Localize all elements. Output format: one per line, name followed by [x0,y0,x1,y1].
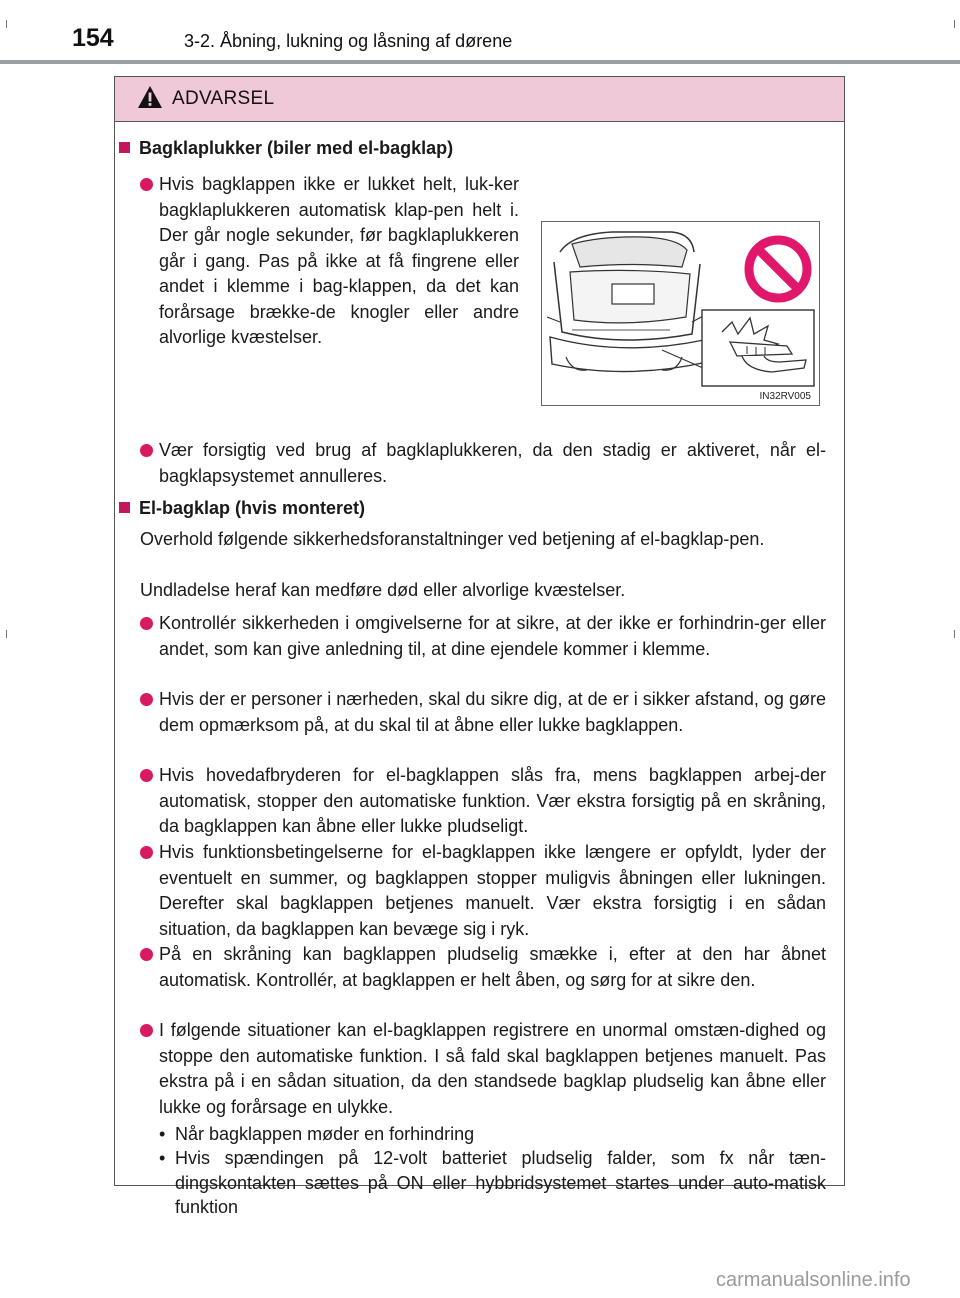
bullet-text: Hvis bagklappen ikke er lukket helt, luk-ker bagklaplukkeren automatisk klap-pen helt i. Der går nogle sekunder, før bagklaplukkeren går i gang. Pas på ikke at få fingrene eller andet i klemme i bag-klappen, da det kan forårsage brække-de knogler eller andre alvorlige kvæstelser. [159,174,519,347]
sub-bullet-marker: • [159,1148,166,1168]
chapter-title: 3-2. Åbning, lukning og låsning af dørene [184,31,513,51]
section-title: Bagklaplukker (biler med el-bagklap) [139,138,454,158]
crop-mark [954,20,955,28]
sub-item-text: Hvis spændingen på 12-volt batteriet pludselig falder, som fx når tæn-dingskontakten sættes på ON eller hybbridsystemet startes under auto-matisk funktion [175,1148,826,1217]
figure-label: IN32RV005 [759,391,811,402]
crop-mark [6,20,7,28]
bullet-text: I følgende situationer kan el-bagklappen registrere en unormal omstæn-dighed og stoppe den automatiske funktion. I så fald skal bagklappen betjenes manuelt. Pas ekstra på i en sådan situation, da den standsede bagklap pludselig kan åbne eller lukke og forårsage en ulykke. [159,1020,826,1117]
bullet-dot-icon [140,617,153,630]
square-bullet-icon [119,502,130,513]
bullet-dot-icon [140,178,153,191]
bullet-item [159,611,826,662]
section-heading [119,138,453,159]
bullet-text: Hvis funktionsbetingelserne for el-bagklappen ikke længere er opfyldt, lyder der eventuelt en summer, og bagklappen stopper muligvis åbningen eller lukningen. Derefter skal bagklappen betjenes manuelt. Vær ekstra forsigtig i en sådan situation, da bagklappen kan bevæge sig i ryk. [159,842,826,939]
bullet-item [159,942,826,993]
intro-paragraph: Overhold følgende sikkerhedsforanstaltninger ved betjening af el-bagklap-pen. [140,529,765,549]
sub-item-text: Når bagklappen møder en forhindring [175,1124,475,1144]
section-heading [119,498,365,519]
bullet-dot-icon [140,693,153,706]
warning-header [115,77,844,122]
bullet-text: Vær forsigtig ved brug af bagklaplukkeren, da den stadig er aktiveret, når el-bagklapsystemet annulleres. [159,440,826,486]
sub-item [159,1146,826,1220]
bullet-dot-icon [140,1024,153,1037]
warning-title: ADVARSEL [172,88,275,109]
car-tailgate-image [542,222,819,405]
bullet-dot-icon [140,948,153,961]
sub-item [159,1122,826,1147]
crop-mark [6,630,7,638]
bullet-text: Hvis der er personer i nærheden, skal du sikre dig, at de er i sikker afstand, og gøre dem opmærksom på, at du skal til at åbne eller lukke bagklappen. [159,689,826,735]
bullet-item [159,840,826,942]
section-title: El-bagklap (hvis monteret) [139,498,366,518]
bullet-item [159,172,519,351]
bullet-item [159,438,826,489]
page-header [0,0,960,62]
sub-bullet-marker: • [159,1124,166,1144]
bullet-dot-icon [140,769,153,782]
watermark: carmanualsonline.info [716,1269,911,1291]
warning-triangle-icon [137,85,163,109]
tailgate-illustration [541,221,820,406]
header-rule [0,60,960,64]
warning-box [114,76,845,1217]
bullet-dot-icon [140,444,153,457]
square-bullet-icon [119,142,130,153]
crop-mark [954,630,955,638]
bullet-item [159,763,826,840]
page-number: 154 [72,24,114,52]
bullet-text: På en skråning kan bagklappen pludselig smække i, efter at den har åbnet automatisk. Kontrollér, at bagklappen er helt åben, og sørg for at sikre den. [159,944,826,990]
bullet-dot-icon [140,846,153,859]
bullet-text: Hvis hovedafbryderen for el-bagklappen slås fra, mens bagklappen arbej-der automatisk, stopper den automatiske funktion. Vær ekstra forsigtig på en skråning, da bagklappen kan åbne eller lukke pludseligt. [159,765,826,836]
bullet-item [159,1018,826,1120]
bullet-item [159,687,826,738]
intro-paragraph: Undladelse heraf kan medføre død eller alvorlige kvæstelser. [140,580,626,600]
bullet-text: Kontrollér sikkerheden i omgivelserne for at sikre, at der ikke er forhindrin-ger eller andet, som kan give anledning til, at dine ejendele kommer i klemme. [159,613,826,659]
